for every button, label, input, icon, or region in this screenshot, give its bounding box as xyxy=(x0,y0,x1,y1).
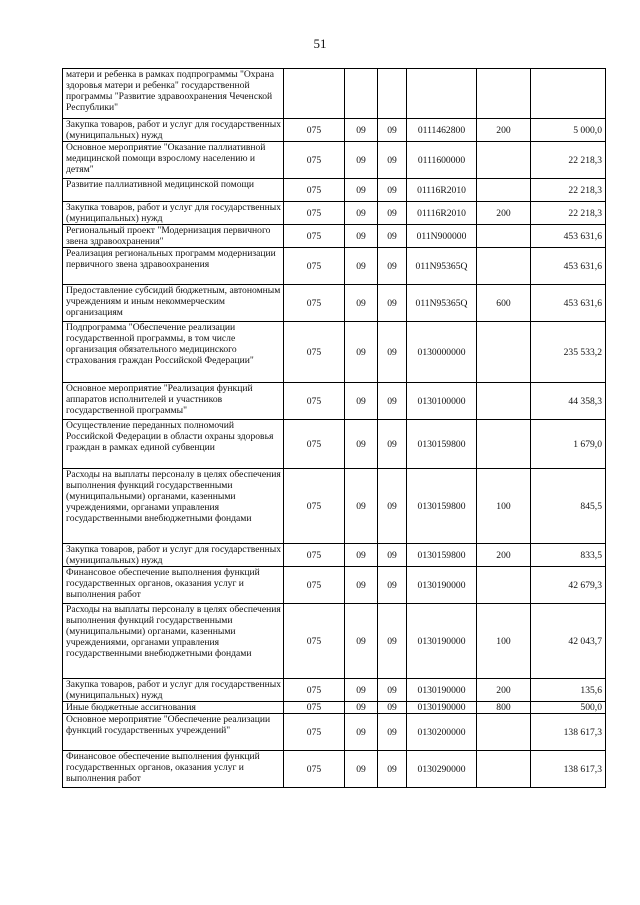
cell-section: 09 xyxy=(345,420,378,469)
cell-sum: 453 631,6 xyxy=(531,225,606,248)
table-row xyxy=(63,285,606,322)
cell-name: Основное мероприятие "Реализация функций аппаратов исполнителей и участников государственной программы" xyxy=(63,383,284,420)
cell-subsection: 09 xyxy=(378,248,407,285)
cell-section: 09 xyxy=(345,702,378,714)
cell-ministry: 075 xyxy=(284,202,345,225)
cell-subsection: 09 xyxy=(378,567,407,604)
budget-table xyxy=(62,68,606,788)
cell-target: 011N95365Q xyxy=(407,248,477,285)
cell-section: 09 xyxy=(345,469,378,544)
cell-sum: 1 679,0 xyxy=(531,420,606,469)
cell-subsection: 09 xyxy=(378,702,407,714)
cell-name: Финансовое обеспечение выполнения функций государственных органов, оказания услуг и выполнения работ xyxy=(63,751,284,788)
cell-expense xyxy=(477,142,531,179)
cell-expense xyxy=(477,248,531,285)
cell-subsection: 09 xyxy=(378,285,407,322)
cell-sum: 845,5 xyxy=(531,469,606,544)
cell-name: Развитие паллиативной медицинской помощи xyxy=(63,179,284,202)
cell-name: Иные бюджетные ассигнования xyxy=(63,702,284,714)
cell-target xyxy=(407,69,477,119)
cell-section: 09 xyxy=(345,142,378,179)
cell-ministry: 075 xyxy=(284,702,345,714)
cell-sum: 138 617,3 xyxy=(531,751,606,788)
table-row xyxy=(63,702,606,714)
cell-subsection: 09 xyxy=(378,604,407,679)
cell-sum: 135,6 xyxy=(531,679,606,702)
cell-section: 09 xyxy=(345,202,378,225)
cell-expense: 600 xyxy=(477,285,531,322)
cell-expense: 200 xyxy=(477,544,531,567)
cell-section: 09 xyxy=(345,604,378,679)
cell-expense xyxy=(477,322,531,383)
cell-target: 0130100000 xyxy=(407,383,477,420)
cell-target: 01116R2010 xyxy=(407,202,477,225)
cell-target: 0130190000 xyxy=(407,702,477,714)
cell-expense xyxy=(477,714,531,751)
table-row xyxy=(63,119,606,142)
cell-subsection: 09 xyxy=(378,679,407,702)
page-number: 51 xyxy=(313,36,327,51)
cell-expense xyxy=(477,751,531,788)
cell-sum: 42 043,7 xyxy=(531,604,606,679)
cell-sum: 138 617,3 xyxy=(531,714,606,751)
cell-section: 09 xyxy=(345,679,378,702)
cell-sum: 453 631,6 xyxy=(531,248,606,285)
cell-target: 011N900000 xyxy=(407,225,477,248)
table-row xyxy=(63,225,606,248)
cell-expense xyxy=(477,225,531,248)
cell-expense xyxy=(477,567,531,604)
cell-target: 0111600000 xyxy=(407,142,477,179)
cell-name: Основное мероприятие "Оказание паллиативной медицинской помощи взрослому населению и детям" xyxy=(63,142,284,179)
cell-expense xyxy=(477,179,531,202)
cell-name: Финансовое обеспечение выполнения функций государственных органов, оказания услуг и выполнения работ xyxy=(63,567,284,604)
cell-name: Расходы на выплаты персоналу в целях обеспечения выполнения функций государственными (муниципальными) органами, казенными учреждениями, органами управления государственными внебюджетными фондами xyxy=(63,604,284,679)
cell-name: Осуществление переданных полномочий Российской Федерации в области охраны здоровья граждан в рамках единой субвенции xyxy=(63,420,284,469)
budget-table-body xyxy=(63,69,606,788)
cell-subsection: 09 xyxy=(378,225,407,248)
cell-subsection: 09 xyxy=(378,714,407,751)
cell-name: Закупка товаров, работ и услуг для государственных (муниципальных) нужд xyxy=(63,202,284,225)
cell-target: 0130190000 xyxy=(407,604,477,679)
table-row xyxy=(63,202,606,225)
cell-subsection: 09 xyxy=(378,544,407,567)
cell-name: Реализация региональных программ модернизации первичного звена здравоохранения xyxy=(63,248,284,285)
table-row xyxy=(63,69,606,119)
table-row xyxy=(63,322,606,383)
cell-ministry: 075 xyxy=(284,544,345,567)
cell-subsection: 09 xyxy=(378,202,407,225)
cell-sum: 44 358,3 xyxy=(531,383,606,420)
cell-subsection: 09 xyxy=(378,179,407,202)
cell-target: 0111462800 xyxy=(407,119,477,142)
cell-expense: 100 xyxy=(477,469,531,544)
cell-expense xyxy=(477,420,531,469)
cell-section: 09 xyxy=(345,567,378,604)
cell-target: 0130159800 xyxy=(407,469,477,544)
cell-section: 09 xyxy=(345,322,378,383)
cell-name: Закупка товаров, работ и услуг для государственных (муниципальных) нужд xyxy=(63,544,284,567)
cell-ministry: 075 xyxy=(284,142,345,179)
table-row xyxy=(63,604,606,679)
cell-target: 0130200000 xyxy=(407,714,477,751)
table-row xyxy=(63,383,606,420)
cell-sum: 235 533,2 xyxy=(531,322,606,383)
cell-name: матери и ребенка в рамках подпрограммы "Охрана здоровья матери и ребенка" государственной программы "Развитие здравоохранения Чеченской Республики" xyxy=(63,69,284,119)
cell-ministry: 075 xyxy=(284,714,345,751)
table-row xyxy=(63,751,606,788)
cell-sum: 42 679,3 xyxy=(531,567,606,604)
cell-ministry: 075 xyxy=(284,285,345,322)
cell-sum: 22 218,3 xyxy=(531,142,606,179)
cell-section: 09 xyxy=(345,714,378,751)
cell-ministry: 075 xyxy=(284,119,345,142)
cell-ministry: 075 xyxy=(284,225,345,248)
table-row xyxy=(63,142,606,179)
cell-ministry xyxy=(284,69,345,119)
cell-section: 09 xyxy=(345,179,378,202)
cell-ministry: 075 xyxy=(284,604,345,679)
cell-section: 09 xyxy=(345,248,378,285)
cell-ministry: 075 xyxy=(284,751,345,788)
cell-sum: 833,5 xyxy=(531,544,606,567)
cell-target: 011N95365Q xyxy=(407,285,477,322)
cell-expense: 100 xyxy=(477,604,531,679)
cell-name: Предоставление субсидий бюджетным, автономным учреждениям и иным некоммерческим организациям xyxy=(63,285,284,322)
cell-ministry: 075 xyxy=(284,248,345,285)
cell-expense: 200 xyxy=(477,119,531,142)
cell-ministry: 075 xyxy=(284,567,345,604)
table-row xyxy=(63,679,606,702)
cell-expense: 800 xyxy=(477,702,531,714)
cell-sum: 500,0 xyxy=(531,702,606,714)
cell-section: 09 xyxy=(345,225,378,248)
cell-name: Основное мероприятие "Обеспечение реализации функций государственных учреждений" xyxy=(63,714,284,751)
cell-expense xyxy=(477,69,531,119)
cell-ministry: 075 xyxy=(284,469,345,544)
table-row xyxy=(63,714,606,751)
cell-target: 0130190000 xyxy=(407,679,477,702)
cell-target: 01116R2010 xyxy=(407,179,477,202)
cell-ministry: 075 xyxy=(284,322,345,383)
cell-sum: 22 218,3 xyxy=(531,202,606,225)
cell-sum: 453 631,6 xyxy=(531,285,606,322)
cell-target: 0130290000 xyxy=(407,751,477,788)
cell-section: 09 xyxy=(345,751,378,788)
cell-expense: 200 xyxy=(477,202,531,225)
cell-sum: 22 218,3 xyxy=(531,179,606,202)
cell-section: 09 xyxy=(345,285,378,322)
table-row xyxy=(63,544,606,567)
cell-subsection xyxy=(378,69,407,119)
cell-ministry: 075 xyxy=(284,420,345,469)
cell-ministry: 075 xyxy=(284,383,345,420)
cell-name: Региональный проект "Модернизация первичного звена здравоохранения" xyxy=(63,225,284,248)
cell-subsection: 09 xyxy=(378,751,407,788)
cell-name: Расходы на выплаты персоналу в целях обеспечения выполнения функций государственными (муниципальными) органами, казенными учреждениями, органами управления государственными внебюджетными фондами xyxy=(63,469,284,544)
table-row xyxy=(63,567,606,604)
cell-subsection: 09 xyxy=(378,469,407,544)
cell-ministry: 075 xyxy=(284,179,345,202)
table-row xyxy=(63,179,606,202)
cell-sum xyxy=(531,69,606,119)
cell-section: 09 xyxy=(345,544,378,567)
table-row xyxy=(63,469,606,544)
cell-name: Закупка товаров, работ и услуг для государственных (муниципальных) нужд xyxy=(63,679,284,702)
cell-sum: 5 000,0 xyxy=(531,119,606,142)
cell-expense xyxy=(477,383,531,420)
cell-name: Подпрограмма "Обеспечение реализации государственной программы, в том числе организация обязательного медицинского страхования граждан Российской Федерации" xyxy=(63,322,284,383)
cell-section xyxy=(345,69,378,119)
cell-target: 0130159800 xyxy=(407,544,477,567)
cell-target: 0130000000 xyxy=(407,322,477,383)
cell-section: 09 xyxy=(345,119,378,142)
cell-subsection: 09 xyxy=(378,420,407,469)
cell-subsection: 09 xyxy=(378,142,407,179)
cell-subsection: 09 xyxy=(378,322,407,383)
cell-ministry: 075 xyxy=(284,679,345,702)
cell-name: Закупка товаров, работ и услуг для государственных (муниципальных) нужд xyxy=(63,119,284,142)
table-row xyxy=(63,248,606,285)
cell-target: 0130190000 xyxy=(407,567,477,604)
cell-subsection: 09 xyxy=(378,383,407,420)
cell-subsection: 09 xyxy=(378,119,407,142)
cell-section: 09 xyxy=(345,383,378,420)
table-row xyxy=(63,420,606,469)
cell-expense: 200 xyxy=(477,679,531,702)
cell-target: 0130159800 xyxy=(407,420,477,469)
